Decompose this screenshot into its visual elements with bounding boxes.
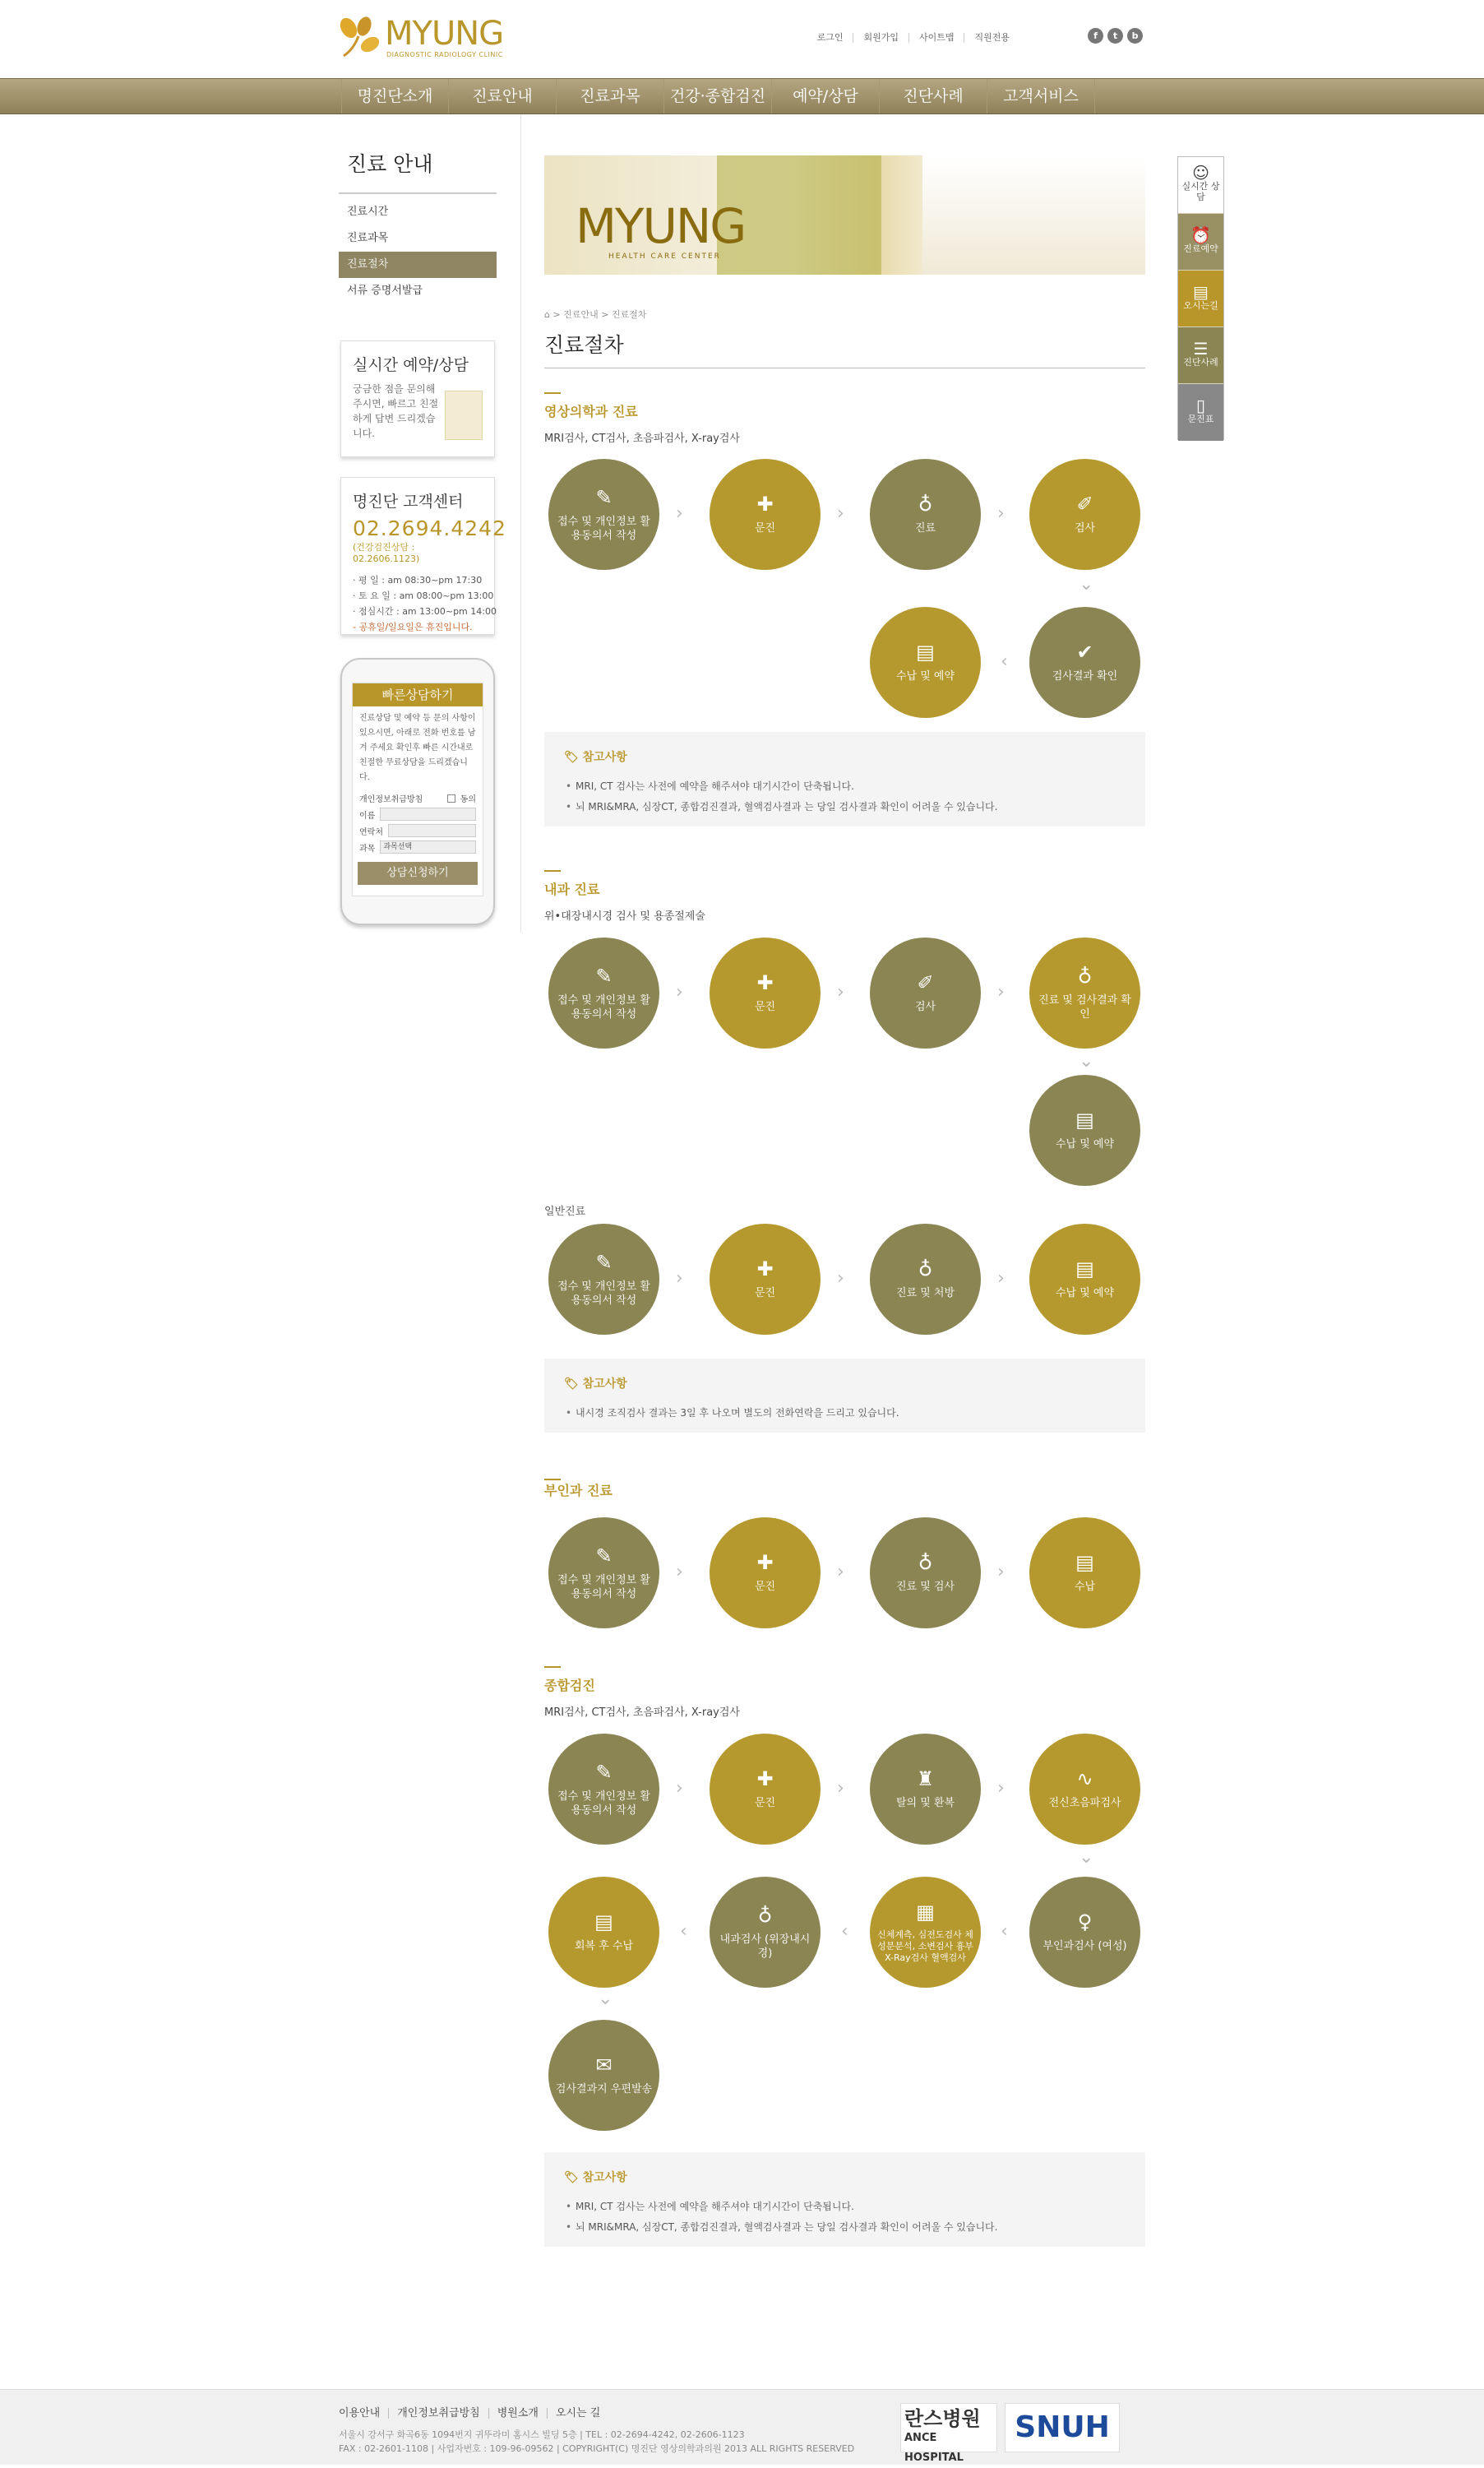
nav-checkup[interactable]: 건강·종합검진 [664, 79, 772, 113]
step-body-measure [870, 1877, 981, 1988]
agree-label: 동의 [460, 795, 476, 804]
step-payment [1029, 1075, 1140, 1186]
step-label: 접수 및 개인정보 활용동의서 작성 [557, 993, 650, 1021]
step-label: 수납 및 예약 [895, 670, 955, 683]
pen-icon: ✎ [595, 1250, 613, 1274]
customer-center [340, 477, 506, 635]
arrow-right-icon: › [676, 503, 683, 524]
step-label: 문진 [754, 522, 776, 535]
side-nav-item-hours[interactable]: 진료시간 [347, 206, 389, 218]
banner-title: MYUNG [576, 198, 746, 254]
hours-lunch: · 점심시간 : am 13:00~pm 14:00 [353, 606, 497, 617]
tag-icon: 🏷 [564, 1378, 579, 1391]
arrow-down-icon: ⌄ [1079, 574, 1094, 595]
quick-reserve[interactable] [1178, 214, 1223, 271]
section-bar [544, 870, 561, 872]
logo-leaf-icon [337, 16, 383, 58]
step-interview [710, 459, 821, 570]
reserve-title: 실시간 예약/상담 [353, 356, 469, 374]
partner1-sub: ANCE HOSPITAL [904, 2432, 964, 2464]
arrow-down-icon: ⌄ [1079, 1847, 1094, 1868]
quick-consult-widget [340, 658, 495, 925]
section-title-radiology: 영상의학과 진료 [544, 404, 638, 419]
side-nav-item-procedure[interactable]: 진료절차 [339, 252, 497, 278]
step-prescription [870, 1224, 981, 1335]
step-interview [710, 1224, 821, 1335]
arrow-right-icon: › [997, 1562, 1005, 1582]
pen-icon: ✎ [595, 1544, 613, 1567]
facebook-icon[interactable]: f [1088, 28, 1103, 44]
step-mail-result [548, 2020, 659, 2131]
banner-subtitle: HEALTH CARE CENTER [608, 252, 721, 261]
arrow-right-icon: › [837, 982, 844, 1002]
stethoscope-icon: ♁ [918, 1551, 933, 1574]
name-input[interactable] [380, 808, 476, 821]
pen-icon: ✎ [595, 1760, 613, 1784]
arrow-right-icon: › [997, 1268, 1005, 1289]
nav-intro[interactable]: 명진단소개 [341, 79, 449, 113]
side-nav-item-departments[interactable]: 진료과목 [347, 232, 389, 244]
dept-label: 과목 [359, 844, 376, 854]
medkit-icon: ✚ [756, 1767, 774, 1790]
clipboard-icon: ▤ [594, 1910, 613, 1933]
quick-cases[interactable] [1178, 327, 1223, 384]
note-item: • MRI, CT 검사는 사전에 예약을 해주셔야 대기시간이 단축됩니다. [564, 776, 1126, 797]
step-label: 진료 및 검사 [895, 1581, 955, 1593]
footer-address [339, 2428, 898, 2456]
step-label: 문진 [754, 1581, 776, 1593]
logo-subtitle: DIAGNOSTIC RADIOLOGY CLINIC [386, 51, 503, 58]
step-label: 문진 [754, 1287, 776, 1299]
footer-link-directions[interactable]: 오시는 길 [547, 2408, 608, 2419]
clipboard-icon: ▤ [1075, 1551, 1094, 1574]
step-label: 회복 후 수납 [574, 1940, 634, 1952]
arrow-right-icon: › [997, 503, 1005, 524]
footer-address-line: 서울시 강서구 화곡6동 1094번지 귀뚜라미 홈시스 빌딩 5층 | TEL : 02-2694-4242, 02-2606-1123 [339, 2429, 745, 2440]
partner1-name: 란스병원 [904, 2407, 981, 2430]
note-item: • 내시경 조직검사 결과는 3일 후 나오며 별도의 전화연락을 드리고 있습니다. [564, 1403, 1126, 1424]
reserve-banner[interactable] [340, 340, 495, 457]
quick-consult-title: 빠른상담하기 [353, 683, 483, 706]
section-bar [544, 1666, 561, 1668]
step-label: 수납 및 예약 [1055, 1287, 1115, 1299]
step-reception [548, 938, 659, 1049]
step-change-clothes [870, 1734, 981, 1845]
shirt-icon: ♜ [916, 1767, 935, 1790]
arrow-right-icon: › [837, 1268, 844, 1289]
medkit-icon: ✚ [756, 493, 774, 516]
pen-icon: ✎ [595, 964, 613, 988]
syringe-icon: ✐ [1076, 493, 1093, 516]
step-label: 수납 [1074, 1581, 1096, 1593]
main-nav [0, 78, 1484, 114]
arrow-left-icon: ‹ [841, 1921, 848, 1942]
chart-icon: ▦ [916, 1900, 935, 1924]
step-reception [548, 1224, 659, 1335]
logo-text: MYUNG [385, 15, 504, 53]
arrow-right-icon: › [676, 1268, 683, 1289]
arrow-left-icon: ‹ [1001, 651, 1008, 672]
quick-chat[interactable] [1178, 157, 1223, 214]
step-label: 진료 [914, 522, 936, 535]
nav-guide[interactable]: 진료안내 [449, 79, 557, 113]
medkit-icon: ✚ [756, 1551, 774, 1574]
divider [339, 192, 497, 194]
quick-map[interactable] [1178, 271, 1223, 327]
note-title: 🏷 참고사항 [564, 751, 627, 764]
quick-reserve-label: 진료예약 [1183, 243, 1218, 254]
step-payment [1029, 1517, 1140, 1628]
check-icon: ✔ [1076, 641, 1093, 664]
step-label: 검사결과지 우편발송 [555, 2083, 653, 2095]
step-label: 접수 및 개인정보 활용동의서 작성 [557, 1280, 650, 1307]
step-label: 검사 [914, 1001, 936, 1013]
blog-icon[interactable]: b [1127, 28, 1143, 44]
clipboard-icon: ▤ [1075, 1109, 1094, 1132]
arrow-right-icon: › [837, 503, 844, 524]
arrow-down-icon: ⌄ [598, 1989, 613, 2009]
step-label: 신체계측, 심전도검사 체성분분석, 소변검사 흉부X-Ray검사 혈액검사 [877, 1929, 973, 1963]
twitter-icon[interactable]: t [1107, 28, 1123, 44]
hours-saturday: · 토 요 일 : am 08:00~pm 13:00 [353, 590, 494, 601]
quick-consult-desc: 진료상담 및 예약 등 문의 사항이 있으시면, 아래로 전화 번호를 남겨 주세요 확인후 빠른 시간내로 친절한 무료상담을 드리겠습니다. [359, 714, 476, 782]
partner-logo-snuh[interactable]: SNUH [1005, 2403, 1120, 2452]
clock-icon: ⏰ [1190, 225, 1211, 245]
agree-checkbox[interactable] [447, 794, 455, 803]
note-title: 🏷 참고사항 [564, 1378, 627, 1391]
banner-interior [922, 155, 1145, 275]
chat-icon: ☺ [1192, 163, 1209, 183]
arrow-right-icon: › [676, 1778, 683, 1799]
stethoscope-icon: ♁ [757, 1903, 773, 1927]
step-payment [870, 607, 981, 718]
step-label: 문진 [754, 1797, 776, 1809]
nav-departments[interactable]: 진료과목 [557, 79, 664, 113]
center-tel2: (건강검진상담 : 02.2606.1123) [353, 542, 420, 564]
staff-link[interactable]: 직원전용 [964, 33, 1019, 43]
step-ultrasound [1029, 1734, 1140, 1845]
arrow-right-icon: › [837, 1562, 844, 1582]
center-tel: 02.2694.4242 [353, 516, 506, 540]
medkit-icon: ✚ [756, 971, 774, 994]
step-label: 접수 및 개인정보 활용동의서 작성 [557, 515, 650, 542]
arrow-right-icon: › [997, 982, 1005, 1002]
step-label: 내과검사 (위장내시경) [719, 1933, 811, 1960]
reserve-desc: 궁금한 점을 문의해 주시면, 빠르고 친절하게 답변 드리겠습니다. [353, 383, 439, 439]
step-treatment-exam [870, 1517, 981, 1628]
privacy-link[interactable]: 개인정보취급방침 [359, 795, 423, 804]
pulse-icon: ∿ [1076, 1767, 1093, 1790]
map-icon: ▤ [1193, 281, 1209, 302]
note-title: 🏷 참고사항 [564, 2171, 627, 2184]
note-box [544, 1359, 1145, 1433]
login-link[interactable]: 로그인 [816, 32, 844, 43]
clipboard-icon: ▯ [1195, 396, 1205, 415]
nav-service[interactable]: 고객서비스 [987, 79, 1095, 113]
name-label: 이름 [359, 811, 376, 821]
medkit-icon: ✚ [756, 1257, 774, 1280]
arrow-left-icon: ‹ [680, 1921, 687, 1942]
sns-links [1088, 28, 1143, 44]
side-nav-title: 진료 안내 [347, 152, 433, 176]
step-label: 탈의 및 환복 [895, 1797, 955, 1809]
section-bar [544, 392, 561, 394]
step-label: 검사결과 확인 [1052, 670, 1118, 683]
section-sub-checkup: MRI검사, CT검사, 초음파검사, X-ray검사 [544, 1706, 740, 1719]
step-payment [1029, 1224, 1140, 1335]
clipboard-icon: ▤ [916, 641, 935, 664]
arrow-down-icon: ⌄ [1079, 1051, 1094, 1072]
step-label: 문진 [754, 1001, 776, 1013]
quick-cases-label: 진단사례 [1183, 356, 1218, 368]
footer-link-about[interactable]: 병원소개 [488, 2408, 547, 2419]
center-title: 명진단 고객센터 [353, 493, 464, 511]
step-label: 부인과검사 (여성) [1042, 1940, 1127, 1952]
section-sub-general: 일반진료 [544, 1206, 586, 1218]
clipboard-icon: ▤ [1075, 1257, 1094, 1280]
step-reception [548, 1517, 659, 1628]
header [0, 0, 1484, 78]
join-link[interactable]: 회원가입 [853, 33, 908, 43]
side-nav [339, 148, 497, 304]
section-sub-internal: 위•대장내시경 검사 및 용종절제술 [544, 910, 705, 923]
note-box [544, 2152, 1145, 2247]
quick-menu [1177, 156, 1224, 440]
logo[interactable] [337, 15, 502, 60]
step-interview [710, 1734, 821, 1845]
step-internal-exam [710, 1877, 821, 1988]
mail-icon: ✉ [595, 2054, 613, 2077]
nav-cases[interactable]: 진단사례 [880, 79, 987, 113]
step-label: 접수 및 개인정보 활용동의서 작성 [557, 1790, 650, 1817]
step-result [1029, 607, 1140, 718]
dept-select[interactable]: 과목선택 [380, 840, 476, 854]
footer-link-guide[interactable]: 이용안내 [339, 2407, 381, 2419]
step-exam [1029, 459, 1140, 570]
consult-submit-button[interactable]: 상담신청하기 [358, 862, 478, 885]
step-interview [710, 938, 821, 1049]
quick-form[interactable] [1178, 384, 1223, 441]
side-nav-item-certificates[interactable]: 서류 증명서발급 [347, 285, 423, 297]
nav-reservation[interactable]: 예약/상담 [772, 79, 880, 113]
step-treatment-result [1029, 938, 1140, 1049]
arrow-right-icon: › [837, 1778, 844, 1799]
stethoscope-icon: ♁ [918, 493, 933, 516]
phone-label: 연락처 [359, 827, 383, 837]
arrow-right-icon: › [676, 1562, 683, 1582]
section-title-gynecology: 부인과 진료 [544, 1483, 613, 1498]
note-item: • 뇌 MRI&MRA, 심장CT, 종합검진결과, 혈액검사결과 는 당일 검사결과 확인이 어려울 수 있습니다. [564, 2217, 1126, 2238]
step-treatment [870, 459, 981, 570]
step-label: 전신초음파검사 [1048, 1797, 1121, 1809]
holiday-note: - 공휴일/일요일은 휴진입니다. [353, 622, 473, 632]
arrow-right-icon: › [676, 982, 683, 1002]
step-gynecology-exam [1029, 1877, 1140, 1988]
sub-banner [544, 155, 1145, 275]
step-label: 진료 및 검사결과 확인 [1038, 993, 1131, 1021]
quick-chat-label: 실시간 상담 [1181, 181, 1220, 202]
section-title-checkup: 종합검진 [544, 1678, 595, 1693]
sitemap-link[interactable]: 사이트맵 [908, 33, 964, 43]
note-box [544, 732, 1145, 827]
female-icon: ♀ [1077, 1910, 1093, 1933]
stethoscope-icon: ♁ [918, 1257, 933, 1280]
calendar-icon [445, 391, 483, 440]
utility-links [807, 33, 1019, 43]
step-interview [710, 1517, 821, 1628]
step-label: 접수 및 개인정보 활용동의서 작성 [557, 1573, 650, 1600]
pen-icon: ✎ [595, 485, 613, 509]
stethoscope-icon: ♁ [1077, 964, 1093, 988]
step-reception [548, 1734, 659, 1845]
syringe-icon: ✐ [917, 971, 934, 994]
step-label: 진료 및 처방 [895, 1287, 955, 1299]
divider [520, 114, 521, 933]
section-title-internal: 내과 진료 [544, 882, 600, 897]
step-recovery-payment [548, 1877, 659, 1988]
breadcrumb: ⌂ > 진료안내 > 진료절차 [544, 309, 647, 320]
section-sub-radiology: MRI검사, CT검사, 초음파검사, X-ray검사 [544, 433, 740, 445]
tag-icon: 🏷 [564, 751, 579, 764]
step-exam [870, 938, 981, 1049]
footer-copyright: FAX : 02-2601-1108 | 사업자번호 : 109-96-09562 | COPYRIGHT(C) 명진단 영상의학과의원 2013 ALL RIGHTS RESERVED [339, 2443, 855, 2454]
footer-link-privacy[interactable]: 개인정보취급방침 [388, 2408, 488, 2419]
quick-form-label: 문진표 [1187, 414, 1214, 424]
footer [0, 2389, 1484, 2465]
phone-input[interactable] [388, 824, 476, 837]
arrow-left-icon: ‹ [1001, 1921, 1008, 1942]
hours-weekday: · 평 일 : am 08:30~pm 17:30 [353, 575, 483, 586]
step-reception [548, 459, 659, 570]
xray-icon: ☰ [1193, 338, 1209, 359]
page-title: 진료절차 [544, 333, 624, 357]
quick-map-label: 오시는길 [1183, 299, 1218, 311]
step-label: 수납 및 예약 [1055, 1138, 1115, 1151]
note-item: • 뇌 MRI&MRA, 심장CT, 종합검진결과, 혈액검사결과 는 당일 검사결과 확인이 어려울 수 있습니다. [564, 797, 1126, 817]
footer-links [339, 2408, 608, 2419]
note-item: • MRI, CT 검사는 사전에 예약을 해주셔야 대기시간이 단축됩니다. [564, 2197, 1126, 2217]
tag-icon: 🏷 [564, 2171, 579, 2184]
step-label: 검사 [1074, 522, 1096, 535]
arrow-right-icon: › [997, 1778, 1005, 1799]
partner-logo-hospital[interactable] [900, 2403, 997, 2464]
